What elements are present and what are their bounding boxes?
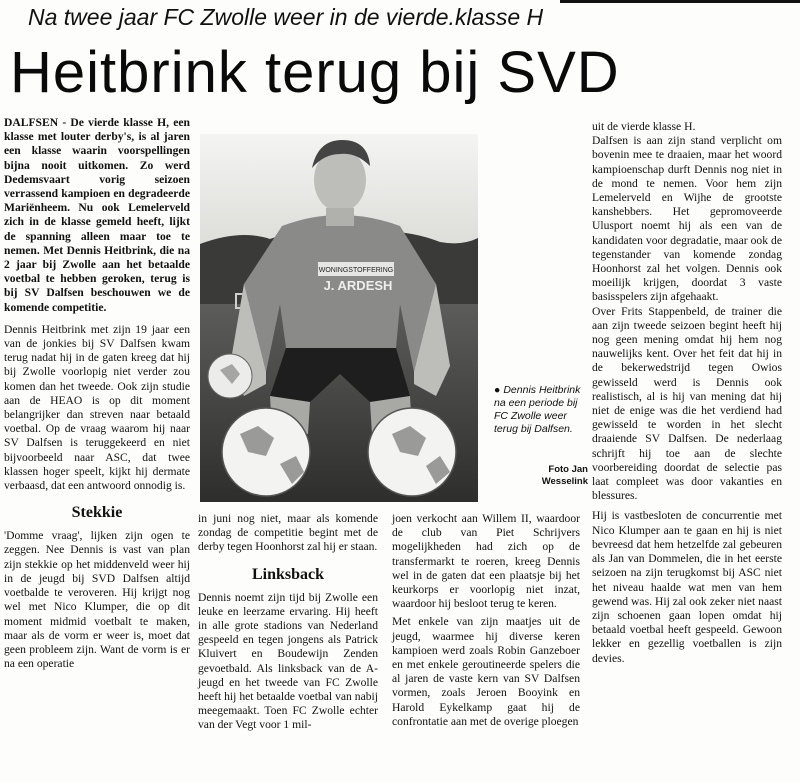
body-paragraph: Dalfsen is aan zijn stand verplicht om bovenin mee te draaien, maar het woord kampioenschap durft Dennis nog niet in de mond te nemen. Voor hem zijn Lemelerveld en Wijhe de grootste kanshebbers. Het gepromoveerde Ulusport noemt hij als een van de kandidaten voor degradatie, maar ook de tegenstander van komende zondag Hoonhorst zal het volgen. Dennis ook moeilijk krijgen, doordat 3 vaste basisspelers zijn afgehaakt. xyxy=(592,134,782,304)
body-paragraph: in juni nog niet, maar als komende zondag de competitie begint met de derby tegen Hoonhorst zal hij er staan. xyxy=(198,512,378,554)
caption-text: Dennis Heitbrink na een periode bij FC Zwolle weer terug bij Dalfsen. xyxy=(494,384,581,435)
body-paragraph: Dennis noemt zijn tijd bij Zwolle een leuke en leerzame ervaring. Hij heeft in alle grote stadions van Nederland gespeeld en tegen jongens als Patrick Kluivert en Boudewijn Zenden gevoetbald. Als linksback van de A-jeugd en het tweede van FC Zwolle heeft hij het betaalde voetbal van nabij meegemaakt. Toen FC Zwolle echter van der Vegt voor 1 mil- xyxy=(198,590,378,732)
column-3 xyxy=(392,512,580,729)
subheading-linksback: Linksback xyxy=(251,565,325,583)
body-paragraph: Hij is vastbesloten de concurrentie met Nico Klumper aan te gaan en hij is niet bevreesd dat hem hetzelfde zal gebeuren als Jan van Dommelen, die in het eerste seizoen na zijn terugkomst bij ASC niet het niveau haalde wat men van hem gewend was. Hij zal ook zeker niet naast zijn schoenen gaan lopen omdat hij betaald voetbal heeft gespeeld. Gewoon lekker en gezellig voetballen is zijn devies. xyxy=(592,509,782,665)
body-paragraph: joen verkocht aan Willem II, waardoor de club van Piet Schrijvers mogelijkheden had zich op de transfermarkt te roeren, kreeg Dennis wel in de gaten dat een plaatsje bij het keurkorps er voorlopig niet inzat, waardoor hij besloot terug te keren. xyxy=(392,512,580,611)
photo-credit: Foto Jan Wesselink xyxy=(541,464,588,487)
article-headline: Heitbrink terug bij SVD xyxy=(10,40,620,105)
body-paragraph: Met enkele van zijn maatjes uit de jeugd, waarmee hij diverse keren kampioen werd zoals Robin Ganzeboer en met enkele geroutineerde spelers die al jaren de vaste kern van SV Dalfsen vormen, zoals Jeroen Booyink en Harold Eykelkamp gaat hij de confrontatie aan met de overige ploegen xyxy=(392,615,580,728)
column-2 xyxy=(198,512,378,733)
lead-paragraph: DALFSEN - De vierde klasse H, een klasse met louter derby's, is al jaren een klasse waarin voorspellingen bijna nooit uitkomen. Zo werd Dedemsvaart vorig seizoen verrassend kampioen en degradeerde Mariënheem. Nu ook Lemelerveld zich in de klasse gemeld heeft, lijkt de spanning alleen maar toe te nemen. Met Dennis Heitbrink, die na 2 jaar bij Zwolle aan het betaalde voetbal te hebben geroken, terug is bij SV Dalfsen beschouwen we de komende competitie. xyxy=(4,116,190,314)
column-4 xyxy=(592,120,782,666)
body-paragraph: Over Frits Stappenbeld, de trainer die aan zijn tweede seizoen begint heeft hij nog geen mening omdat hij hem nog nauwelijks kent. Over het feit dat hij in de bekerwedstrijd tegen Owios gewisseld werd is Dennis ook realistisch, al is hij van mening dat hij niet de enige was die het verdiend had gewisseld te worden in het slecht draaiende SV Dalfsen. De nederlaag schrijft hij toe aan de slechte voorbereiding doordat de selectie pas laat compleet was door vakanties en blessures. xyxy=(592,304,782,503)
body-paragraph: 'Domme vraag', lijken zijn ogen te zeggen. Nee Dennis is vast van plan zijn stekkie op het middenveld weer hij in de jeugd bij SVD Dalfsen altijd voetbalde te veroveren. Hij krijgt nog wel met Nico Klumper, die op dit moment midmid voetbalt te maken, maar als de vorm er weer is, moet dat geen probleem zijn. Want de vorm is er na een operatie xyxy=(4,529,190,671)
body-paragraph: Dennis Heitbrink met zijn 19 jaar een van de jonkies bij SV Dalfsen kwam terug nadat hij in de gaten kreeg dat hij bij Zwolle voorlopig niet verder zou komen dan het tweede. Ook zijn studie aan de HEAO is op dit moment belangrijker dan streven naar betaald voetbal. Op de vraag waarom hij naar SV Dalfsen is teruggekeerd en niet bijvoorbeeld naar ASC, dat twee klassen hoger speelt, kijkt hij dermate verbaasd, dat een antwoord onnodig is. xyxy=(4,322,190,493)
column-1 xyxy=(4,116,190,671)
photo-caption xyxy=(494,384,588,436)
body-paragraph: uit de vierde klasse H. xyxy=(592,120,696,133)
shirt-sponsor-top: WONINGSTOFFERING xyxy=(318,267,394,274)
player-photo-illustration xyxy=(200,134,478,502)
subheading-stekkie: Stekkie xyxy=(71,504,123,522)
bullet-icon: ● xyxy=(494,384,501,396)
player-photo xyxy=(200,134,478,502)
article-kicker: Na twee jaar FC Zwolle weer in de vierde.klasse H xyxy=(28,4,544,30)
shirt-sponsor: J. ARDESH xyxy=(323,278,393,293)
